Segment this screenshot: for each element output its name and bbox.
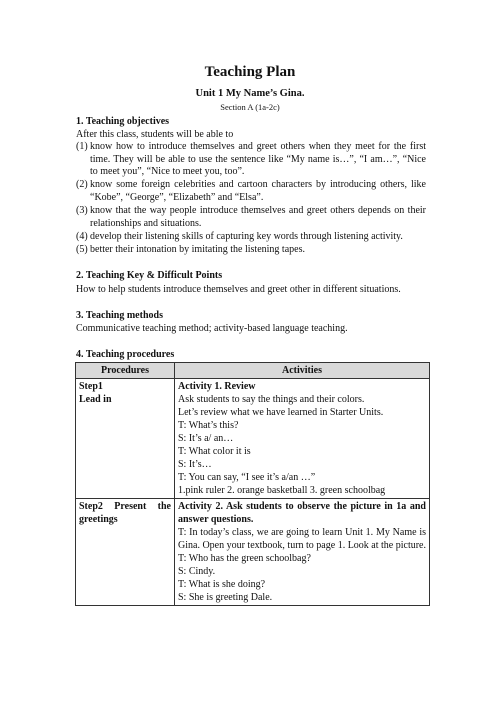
- activity-line: S: Cindy.: [178, 566, 216, 577]
- objective-number: (5): [76, 244, 88, 255]
- objective-number: (2): [76, 179, 88, 190]
- procedures-table: [75, 362, 430, 606]
- methods-heading: 3. Teaching methods: [76, 310, 163, 321]
- step-label-word: the: [157, 501, 171, 512]
- activity-line: S: It’s…: [178, 459, 212, 470]
- objective-text: know how to introduce themselves and greet others when they meet for the first time. They will be able to use the sentence like “My name is…”, “I am…”, “Nice to meet you”, “Nice to meet you, too”.: [90, 141, 426, 177]
- objective-item-5: [76, 244, 426, 257]
- activity-line: T: You can say, “I see it’s a/an …”: [178, 472, 316, 483]
- objective-text: know that the way people introduce themselves and greet others depends on their relationships and situations.: [90, 205, 426, 229]
- column-header-procedures: Procedures: [76, 363, 175, 379]
- activity-title: Activity 1. Review: [178, 381, 256, 392]
- activity-line: T: Who has the green schoolbag?: [178, 553, 311, 564]
- objective-item-4: [76, 231, 426, 244]
- activity-line: T: What’s this?: [178, 420, 239, 431]
- step-label-word: Step2: [79, 501, 103, 512]
- activity-title: Activity 2. Ask students to observe the picture in 1a and answer questions.: [178, 501, 426, 525]
- procedures-heading: 4. Teaching procedures: [76, 349, 175, 360]
- objectives-heading: 1. Teaching objectives: [76, 116, 170, 127]
- column-header-activities: Activities: [175, 363, 430, 379]
- activity-line: S: She is greeting Dale.: [178, 592, 273, 603]
- objective-text: better their intonation by imitating the listening tapes.: [90, 244, 305, 255]
- section-subtitle: Section A (1a-2c): [220, 102, 280, 112]
- step-name: Lead in: [79, 394, 112, 405]
- page-title: Teaching Plan: [204, 64, 296, 80]
- activity-line: S: It’s a/ an…: [178, 433, 234, 444]
- objective-number: (1): [76, 141, 88, 152]
- key-points-text: How to help students introduce themselves and greet other in different situations.: [76, 284, 401, 295]
- step-cell: [76, 379, 175, 499]
- step-label-word: Present: [114, 501, 147, 512]
- objective-item-1: [76, 141, 426, 179]
- activity-paragraph: T: In today’s class, we are going to learn Unit 1. My Name is Gina. Open your textbook, turn to page 1. Look at the picture.: [178, 527, 426, 551]
- activity-line: Ask students to say the things and their colors.: [178, 394, 365, 405]
- activity-line: T: What color it is: [178, 446, 251, 457]
- table-row: [76, 499, 430, 606]
- table-row: [76, 379, 430, 499]
- key-points-heading: 2. Teaching Key & Difficult Points: [76, 270, 223, 281]
- objective-text: know some foreign celebrities and cartoon characters by introducing others, like “Kobe”, “George”, “Elizabeth” and “Elsa”.: [90, 179, 426, 203]
- activity-line: T: What is she doing?: [178, 579, 266, 590]
- methods-text: Communicative teaching method; activity-based language teaching.: [76, 323, 348, 334]
- step-name: greetings: [79, 514, 118, 525]
- table-header-row: [76, 363, 430, 379]
- activity-cell: [175, 499, 430, 606]
- objectives-intro: After this class, students will be able to: [76, 129, 234, 140]
- step-label: Step1: [79, 381, 103, 392]
- step-cell: [76, 499, 175, 606]
- step-label: [79, 500, 171, 513]
- objective-text: develop their listening skills of capturing key words through listening activity.: [90, 231, 403, 242]
- objective-item-2: [76, 179, 426, 204]
- unit-title: Unit 1 My Name’s Gina.: [195, 88, 305, 99]
- objective-number: (3): [76, 205, 88, 216]
- activity-cell: [175, 379, 430, 499]
- activity-line: 1.pink ruler 2. orange basketball 3. green schoolbag: [178, 485, 386, 496]
- activity-line: Let’s review what we have learned in Starter Units.: [178, 407, 384, 418]
- objective-item-3: [76, 205, 426, 230]
- objective-number: (4): [76, 231, 88, 242]
